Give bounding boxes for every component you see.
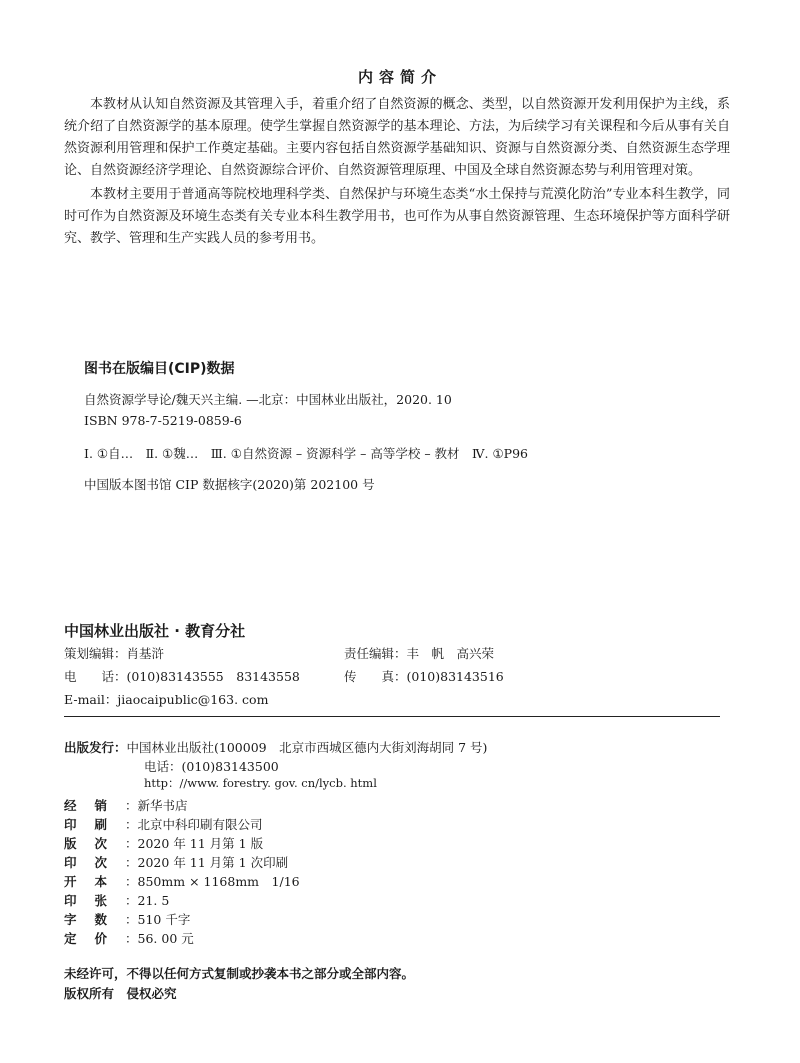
imprint-value: 2020 年 11 月第 1 版 <box>137 836 264 851</box>
planning-editor: 策划编辑：肖基浒 <box>64 646 165 661</box>
publisher-fax: 传 真：(010)83143516 <box>344 669 504 684</box>
imprint-row-printer: 印刷：北京中科印刷有限公司 <box>64 817 263 832</box>
page-title: 内容简介 <box>357 68 442 86</box>
imprint-value: 新华书店 <box>137 798 188 813</box>
imprint-issue-phone: 电话：(010)83143500 <box>144 759 279 774</box>
imprint-label: 字数 <box>64 912 126 927</box>
imprint-label: 印刷 <box>64 817 126 832</box>
imprint-label: 印次 <box>64 855 126 870</box>
cip-heading: 图书在版编目(CIP)数据 <box>84 361 235 377</box>
publisher-phone-value: (010)83143555 83143558 <box>126 669 300 684</box>
cip-title-line: 自然资源学导论/魏天兴主编. —北京：中国林业出版社，2020. 10 <box>84 392 452 407</box>
summary-paragraph-1: 本教材从认知自然资源及其管理入手，着重介绍了自然资源的概念、类型，以自然资源开发利用保护为主线，系统介绍了自然资源学的基本原理。使学生掌握自然资源学的基本理论、方法，为后续学习有关课程和今后从事有关自然资源利用管理和保护工作奠定基础。主要内容包括自然资源学基础知识、资源与自然资源分类、自然资源生态学理论、自然资源经济学理论、自然资源综合评价、自然资源管理原理、中国及全球自然资源态势与利用管理对策。 <box>64 97 730 178</box>
imprint-label: 版次 <box>64 836 126 851</box>
imprint-row-sheets: 印张：21. 5 <box>64 893 170 908</box>
imprint-row-format: 开本：850mm × 1168mm 1/16 <box>64 874 300 889</box>
imprint-row-word-count: 字数：510 千字 <box>64 912 191 927</box>
imprint-row-distribution: 经销：新华书店 <box>64 798 188 813</box>
section-divider <box>64 716 720 717</box>
imprint-value: 2020 年 11 月第 1 次印刷 <box>137 855 289 870</box>
imprint-issue-url: http：//www. forestry. gov. cn/lycb. html <box>144 776 377 790</box>
publisher-name: 中国林业出版社 · 教育分社 <box>64 622 246 640</box>
cip-isbn: ISBN 978-7-5219-0859-6 <box>84 413 242 428</box>
imprint-value: 北京中科印刷有限公司 <box>137 817 263 832</box>
imprint-row-price: 定价：56. 00 元 <box>64 931 194 946</box>
imprint-label: 开本 <box>64 874 126 889</box>
copyright-notice: 未经许可，不得以任何方式复制或抄袭本书之部分或全部内容。 <box>64 966 415 981</box>
publisher-phone-label: 电 话： <box>64 669 127 684</box>
imprint-value: 850mm × 1168mm 1/16 <box>137 874 300 889</box>
imprint-label: 经销 <box>64 798 126 813</box>
imprint-issue-value: 中国林业出版社(100009 北京市西城区德内大街刘海胡同 7 号) <box>126 740 488 755</box>
imprint-row-printing: 印次：2020 年 11 月第 1 次印刷 <box>64 855 289 870</box>
imprint-label: 定价 <box>64 931 126 946</box>
responsible-editor: 责任编辑：丰 帆 高兴荣 <box>344 646 495 661</box>
cip-classification: Ⅰ. ①自… Ⅱ. ①魏… Ⅲ. ①自然资源 – 资源科学 – 高等学校 – 教材 Ⅳ. ①P96 <box>84 446 528 461</box>
rights-reserved: 版权所有 侵权必究 <box>64 986 177 1001</box>
imprint-issue-label: 出版发行： <box>64 740 127 755</box>
summary-paragraph-2: 本教材主要用于普通高等院校地理科学类、自然保护与环境生态类“水土保持与荒漠化防治”专业本科生教学，同时可作为自然资源及环境生态类有关专业本科生教学用书，也可作为从事自然资源管理、生态环境保护等方面科学研究、教学、管理和生产实践人员的参考用书。 <box>64 187 730 246</box>
publisher-phone <box>64 667 300 685</box>
imprint-issue <box>64 738 487 756</box>
imprint-row-edition: 版次：2020 年 11 月第 1 版 <box>64 836 264 851</box>
imprint-value: 21. 5 <box>137 893 170 908</box>
imprint-value: 510 千字 <box>137 912 191 927</box>
imprint-label: 印张 <box>64 893 126 908</box>
cip-core-number: 中国版本图书馆 CIP 数据核字(2020)第 202100 号 <box>84 477 375 492</box>
imprint-value: 56. 00 元 <box>137 931 194 946</box>
summary-section <box>64 94 730 252</box>
publisher-email: E-mail：jiaocaipublic@163. com <box>64 692 269 707</box>
